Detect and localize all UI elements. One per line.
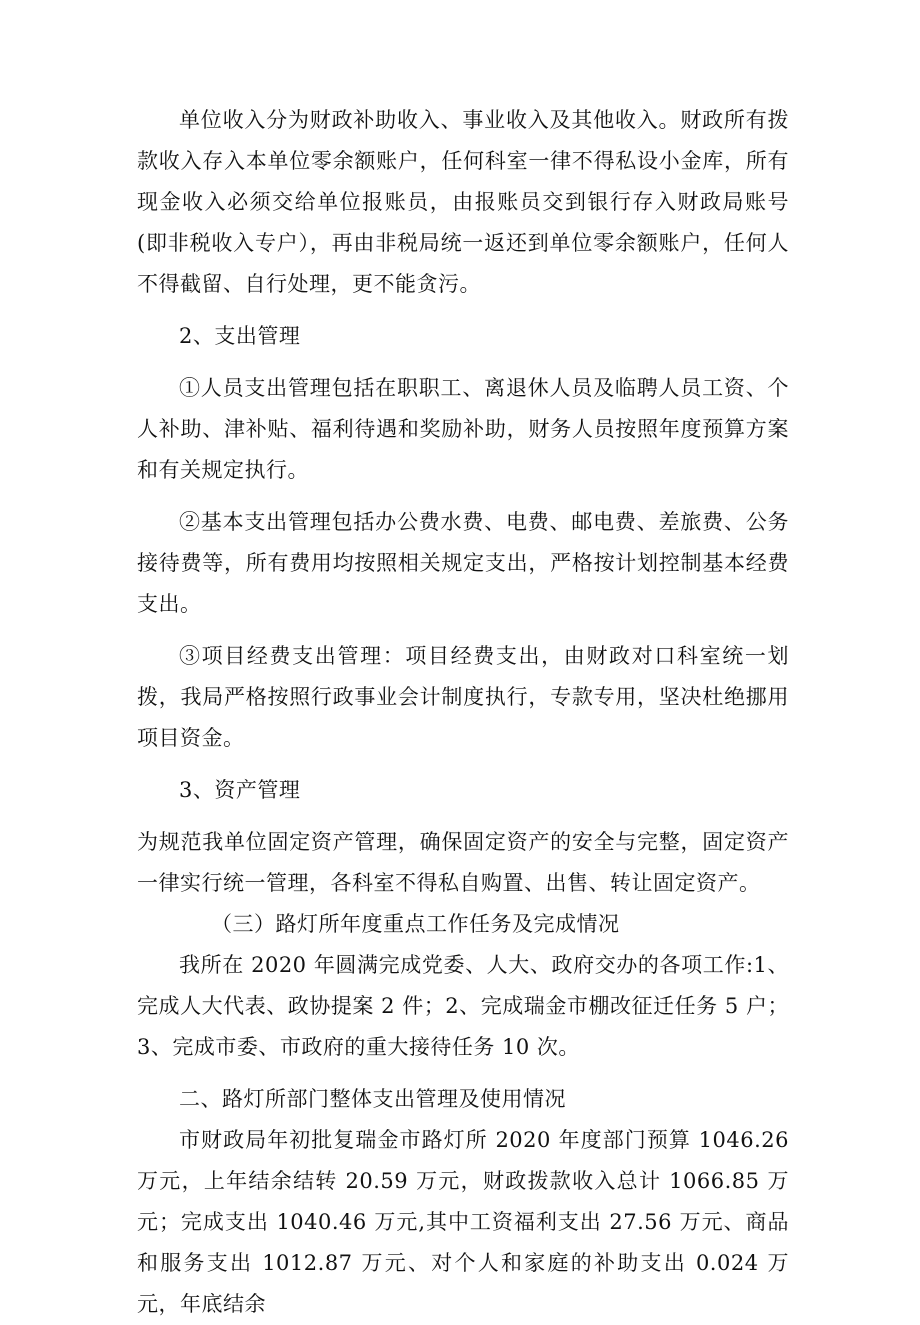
heading-expenditure-management: 2、支出管理	[179, 324, 301, 348]
paragraph-basic-expenditure: ②基本支出管理包括办公费水费、电费、邮电费、差旅费、公务接待费等，所有费用均按照相关规定支出，严格按计划控制基本经费支出。	[137, 510, 789, 616]
paragraph-project-expenditure: ③项目经费支出管理：项目经费支出，由财政对口科室统一划拨，我局严格按照行政事业会计制度执行，专款专用，坚决杜绝挪用项目资金。	[137, 644, 789, 750]
paragraph-asset-management: 为规范我单位固定资产管理，确保固定资产的安全与完整，固定资产一律实行统一管理，各科室不得私自购置、出售、转让固定资产。	[137, 830, 789, 895]
paragraph-annual-key-tasks: 我所在 2020 年圆满完成党委、人大、政府交办的各项工作:1、完成人大代表、政协提案 2 件；2、完成瑞金市棚改征迁任务 5 户；3、完成市委、市政府的重大接待任务 10 次。	[137, 953, 789, 1059]
paragraph-personnel-expenditure: ①人员支出管理包括在职职工、离退休人员及临聘人员工资、个人补助、津补贴、福利待遇和奖励补助，财务人员按照年度预算方案和有关规定执行。	[137, 376, 789, 482]
heading-overall-expenditure: 二、路灯所部门整体支出管理及使用情况	[179, 1087, 566, 1111]
heading-asset-management: 3、资产管理	[179, 778, 301, 802]
paragraph-income-management: 单位收入分为财政补助收入、事业收入及其他收入。财政所有拨款收入存入本单位零余额账户，任何科室一律不得私设小金库，所有现金收入必须交给单位报账员，由报账员交到银行存入财政局账号(即非税收入专户），再由非税局统一返还到单位零余额账户，任何人不得截留、自行处理，更不能贪污。	[137, 108, 789, 296]
paragraph-overall-expenditure: 市财政局年初批复瑞金市路灯所 2020 年度部门预算 1046.26 万元，上年结余结转 20.59 万元，财政拨款收入总计 1066.85 万元；完成支出 1040.46 万元,其中工资福利支出 27.56 万元、商品和服务支出 1012.87 万元、对个人和家庭的补助支出 0.024 万元，年底结余	[137, 1128, 789, 1316]
document-body	[137, 100, 789, 1325]
heading-annual-key-tasks: （三）路灯所年度重点工作任务及完成情况	[211, 912, 620, 936]
